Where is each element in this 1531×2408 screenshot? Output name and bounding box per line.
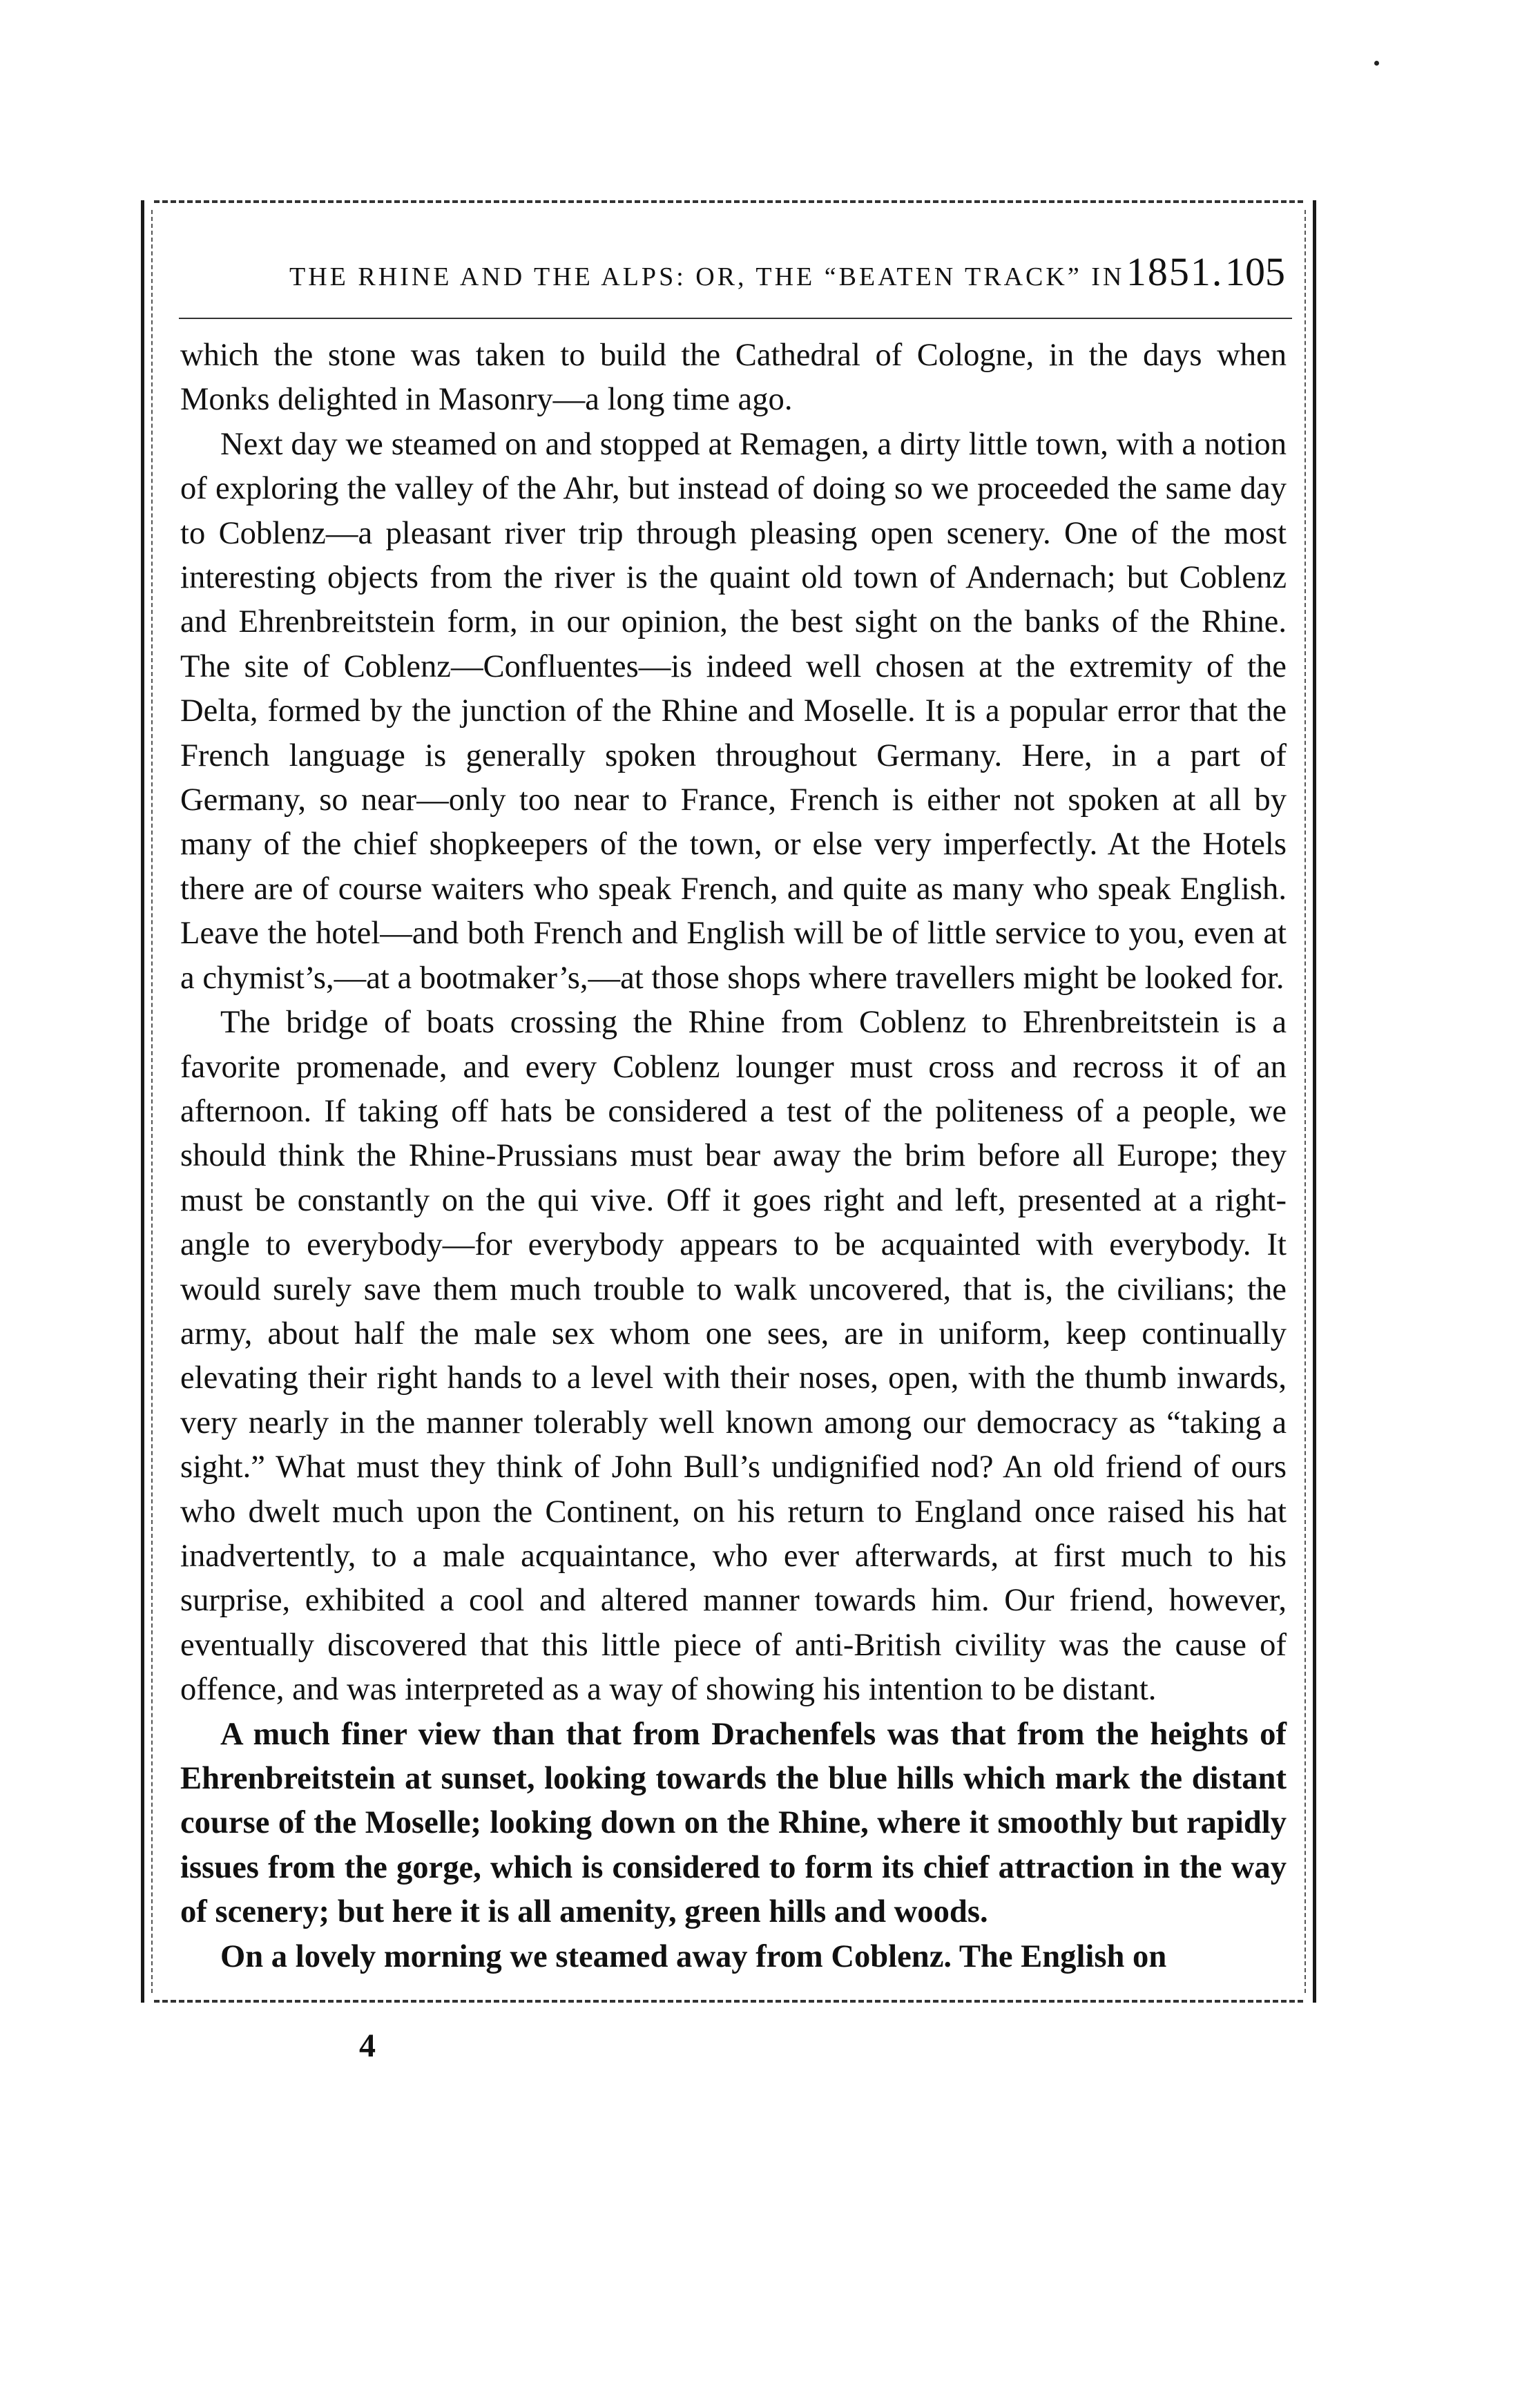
- paragraph-ehrenbreitstein-view: A much finer view than that from Drachenfels was that from the heights of Ehrenbreitstein at sunset, looking towards the blue hills which mark the distant course of the Moselle; looking down on the Rhine, where it smoothly but rapidly issues from the gorge, which is considered to form its chief attraction in the way of scenery; but here it is all amenity, green hills and woods.: [180, 1715, 1287, 1930]
- running-title: THE RHINE AND THE ALPS: OR, THE “BEATEN TRACK” IN: [289, 262, 1125, 291]
- signature-mark: 4: [359, 2027, 376, 2064]
- body-text: [180, 333, 1287, 1978]
- frame-inner-left-rule: [151, 210, 153, 1993]
- paragraph-lovely-morning: On a lovely morning we steamed away from Coblenz. The English on: [220, 1938, 1167, 1974]
- page-frame: [141, 200, 1316, 2003]
- header-rule: [179, 318, 1292, 319]
- page-number: 105: [1225, 249, 1285, 294]
- running-title-year: 1851.: [1126, 249, 1224, 294]
- stray-ink-dot: [1374, 61, 1379, 66]
- paragraph-remagen-coblenz: Next day we steamed on and stopped at Remagen, a dirty little town, with a notion of exploring the valley of the Ahr, but instead of doing so we proceeded the same day to Coblenz—a pleasant river trip through pleasing open scenery. One of the most interesting objects from the river is the quaint old town of Andernach; but Coblenz and Ehrenbreitstein form, in our opinion, the best sight on the banks of the Rhine. The site of Coblenz—Confluentes—is indeed well chosen at the extremity of the Delta, formed by the junction of the Rhine and Moselle. It is a popular error that the French language is generally spoken throughout Germany. Here, in a part of Germany, so near—only too near to France, French is either not spoken at all by many of the chief shopkeepers of the town, or else very imperfectly. At the Hotels there are of course waiters who speak French, and quite as many who speak English. Leave the hotel—and both French and English will be of little service to you, even at a chymist’s,—at a bootmaker’s,—at those shops where travellers might be looked for.: [180, 425, 1287, 996]
- paragraph-continuation: which the stone was taken to build the Cathedral of Cologne, in the days when Monks delighted in Masonry—a long time ago.: [180, 337, 1287, 418]
- running-head: [289, 249, 1313, 304]
- frame-inner-right-rule: [1304, 210, 1306, 1993]
- paragraph-bridge-of-boats: The bridge of boats crossing the Rhine from Coblenz to Ehrenbreitstein is a favorite promenade, and every Coblenz lounger must cross and recross it of an afternoon. If taking off hats be considered a test of the politeness of a people, we should think the Rhine-Prussians must bear away the brim before all Europe; they must be constantly on the qui vive. Off it goes right and left, presented at a right-angle to everybody—for everybody appears to be acquainted with everybody. It would surely save them much trouble to walk uncovered, that is, the civilians; the army, about half the male sex whom one sees, are in uniform, keep continually elevating their right hands to a level with their noses, open, with the thumb inwards, very nearly in the manner tolerably well known among our democracy as “taking a sight.” What must they think of John Bull’s undignified nod? An old friend of ours who dwelt much upon the Continent, on his return to England once raised his hat inadvertently, to a male acquaintance, who ever afterwards, at first much to his surprise, exhibited a cool and altered manner towards him. Our friend, however, eventually discovered that this little piece of anti-British civility was the cause of offence, and was interpreted as a way of showing his intention to be distant.: [180, 1004, 1287, 1708]
